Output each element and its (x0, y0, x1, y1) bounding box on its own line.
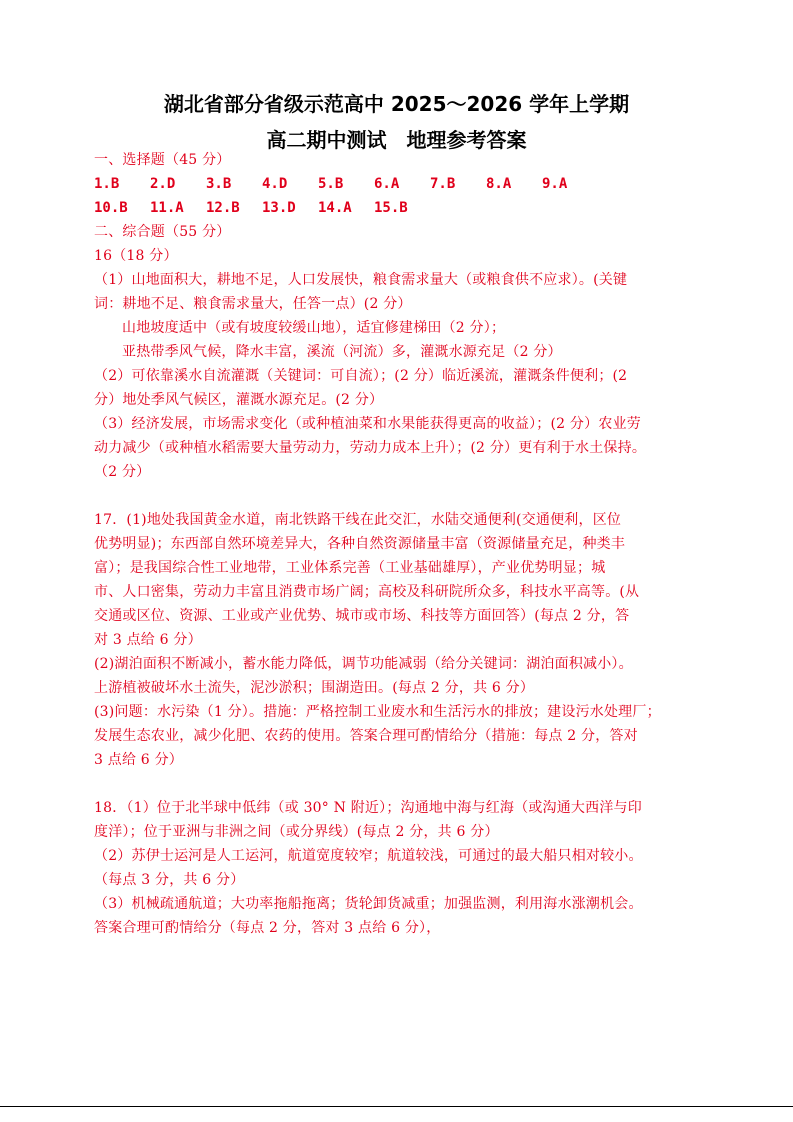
answer-item: 11.A (150, 200, 184, 216)
q17-line: (2)湖泊面积不断减小，蓄水能力降低，调节功能减弱（给分关键词：湖泊面积减小）。 (94, 656, 633, 672)
q16-line: （2）可依靠溪水自流灌溉（关键词：可自流）；(2 分）临近溪流，灌溉条件便利；(2 (94, 368, 628, 384)
q17-line: 市、人口密集，劳动力丰富且消费市场广阔；高校及科研院所众多，科技水平高等。(从 (94, 584, 640, 600)
q17-line: 17．(1)地处我国黄金水道，南北铁路干线在此交汇，水陆交通便利(交通便利，区位 (94, 512, 622, 528)
q16-line: （3）经济发展，市场需求变化（或种植油菜和水果能获得更高的收益）；(2 分）农业劳 (94, 416, 641, 432)
document-title: 湖北省部分省级示范高中 2025～2026 学年上学期 (163, 92, 630, 116)
q17-line: 3 点给 6 分） (94, 752, 183, 768)
q17-line: 交通或区位、资源、工业或产业优势、城市或市场、科技等方面回答）(每点 2 分，答 (94, 608, 630, 624)
q16-line: 山地坡度适中（或有坡度较缓山地），适宜修建梯田（2 分）； (122, 320, 506, 336)
answer-item: 3.B (206, 176, 232, 192)
q17-line: 对 3 点给 6 分） (94, 632, 202, 648)
answer-item: 1.B (94, 176, 120, 192)
q17-line: 富）；是我国综合性工业地带，工业体系完善（工业基础雄厚），产业优势明显；城 (94, 560, 606, 576)
page-bottom-divider (0, 1106, 793, 1107)
q18-line: （2）苏伊士运河是人工运河，航道宽度较窄；航道较浅，可通过的最大船只相对较小。 (94, 848, 643, 864)
q17-line: 上游植被破坏水土流失，泥沙淤积；围湖造田。(每点 2 分，共 6 分） (94, 680, 535, 696)
q18-line: 答案合理可酌情给分（每点 2 分，答对 3 点给 6 分）， (94, 920, 441, 936)
answer-item: 8.A (486, 176, 512, 192)
q18-line: 度洋）；位于亚洲与非洲之间（或分界线）(每点 2 分，共 6 分） (94, 824, 499, 840)
q17-line: 发展生态农业，减少化肥、农药的使用。答案合理可酌情给分（措施：每点 2 分，答对 (94, 728, 638, 744)
answer-item: 12.B (206, 200, 240, 216)
q17-line: 优势明显)；东西部自然环境差异大，各种自然资源储量丰富（资源储量充足，种类丰 (94, 536, 626, 552)
answer-item: 13.D (262, 200, 296, 216)
q16-line: 动力减少（或种植水稻需要大量劳动力，劳动力成本上升）；(2 分）更有利于水土保持。 (94, 440, 647, 456)
q16-line: 亚热带季风气候，降水丰富，溪流（河流）多，灌溉水源充足（2 分） (122, 344, 562, 360)
answer-item: 14.A (318, 200, 352, 216)
q16-line: 分）地处季风气候区，灌溉水源充足。(2 分） (94, 392, 384, 408)
q16-line: （1）山地面积大，耕地不足，人口发展快，粮食需求量大（或粮食供不应求）。(关键 (94, 272, 628, 288)
q18-line: 18．（1）位于北半球中低纬（或 30° N 附近）；沟通地中海与红海（或沟通大西洋与印 (94, 800, 642, 816)
q16-line: （2 分） (94, 464, 151, 480)
answer-item: 15.B (374, 200, 408, 216)
q18-line: （3）机械疏通航道；大功率拖船拖离；货轮卸货减重；加强监测，利用海水涨潮机会。 (94, 896, 643, 912)
answer-item: 5.B (318, 176, 344, 192)
q16-label: 16（18 分） (94, 248, 178, 264)
answer-item: 2.D (150, 176, 176, 192)
q16-line: 词：耕地不足、粮食需求量大，任答一点）(2 分） (94, 296, 412, 312)
answer-item: 10.B (94, 200, 128, 216)
answer-item: 9.A (542, 176, 568, 192)
section2-heading: 二、综合题（55 分） (94, 224, 231, 240)
answer-item: 6.A (374, 176, 400, 192)
section1-heading: 一、选择题（45 分） (94, 152, 231, 168)
q18-line: （每点 3 分，共 6 分） (94, 872, 245, 888)
answer-item: 4.D (262, 176, 288, 192)
document-subtitle: 高二期中测试 地理参考答案 (266, 128, 527, 152)
q17-line: (3)问题：水污染（1 分）。措施：严格控制工业废水和生活污水的排放；建设污水处理厂； (94, 704, 661, 720)
answer-item: 7.B (430, 176, 456, 192)
